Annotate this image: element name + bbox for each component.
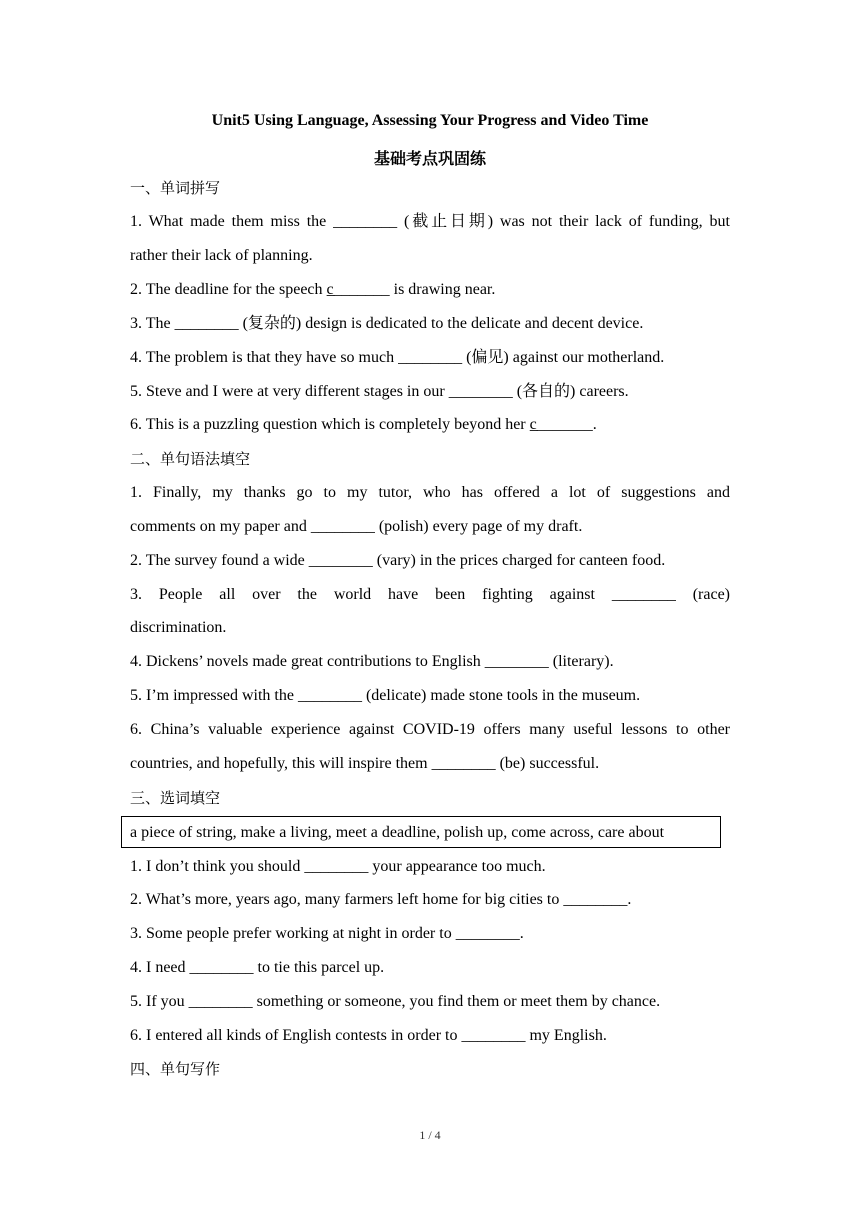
s1-line-4: 3. The ________ (复杂的) design is dedicated to the delicate and decent device. [130,315,644,332]
s1-line-3: 2. The deadline for the speech c̲_______ is drawing near. [130,281,496,298]
section2-heading: 二、单句语法填空 [130,450,251,468]
s3-line-4: 4. I need ________ to tie this parcel up. [130,959,385,976]
s3-line-5: 5. If you ________ something or someone, you find them or meet them by chance. [130,993,661,1010]
s2-line-3: 2. The survey found a wide ________ (vary) in the prices charged for canteen food. [130,552,666,569]
s2-line-5: discrimination. [130,619,227,636]
section3-heading: 三、选词填空 [130,789,221,807]
section4-heading: 四、单句写作 [130,1060,221,1078]
s2-line-1: 1. Finally, my thanks go to my tutor, who has offered a lot of suggestions and [130,484,730,501]
s2-line-8: 6. China’s valuable experience against COVID-19 offers many useful lessons to other [130,721,730,738]
document-subtitle: 基础考点巩固练 [373,151,486,168]
s3-line-6: 6. I entered all kinds of English contests in order to ________ my English. [130,1027,607,1044]
s3-line-2: 2. What’s more, years ago, many farmers left home for big cities to ________. [130,891,632,908]
s1-line-2: rather their lack of planning. [130,247,313,264]
s2-line-7: 5. I’m impressed with the ________ (delicate) made stone tools in the museum. [130,687,641,704]
s3-line-3: 3. Some people prefer working at night in order to ________. [130,925,524,942]
page-number: 1 / 4 [419,1128,441,1142]
s2-line-4: 3. People all over the world have been fighting against ________ (race) [130,586,730,603]
s1-line-1: 1. What made them miss the ________ (截止日期) was not their lack of funding, but [130,213,730,230]
s2-line-2: comments on my paper and ________ (polish) every page of my draft. [130,518,583,535]
s1-line-5: 4. The problem is that they have so much ________ (偏见) against our motherland. [130,349,665,366]
word-bank-text: a piece of string, make a living, meet a deadline, polish up, come across, care about [130,824,665,841]
s1-line-6: 5. Steve and I were at very different stages in our ________ (各自的) careers. [130,383,629,400]
s2-line-9: countries, and hopefully, this will inspire them ________ (be) successful. [130,755,600,772]
document-title: Unit5 Using Language, Assessing Your Progress and Video Time [211,112,649,129]
s1-line-7: 6. This is a puzzling question which is completely beyond her c̲_______. [130,416,597,433]
s3-line-1: 1. I don’t think you should ________ your appearance too much. [130,858,546,875]
word-bank-box [121,816,721,848]
s2-line-6: 4. Dickens’ novels made great contributions to English ________ (literary). [130,653,614,670]
section1-heading: 一、单词拼写 [130,179,221,197]
